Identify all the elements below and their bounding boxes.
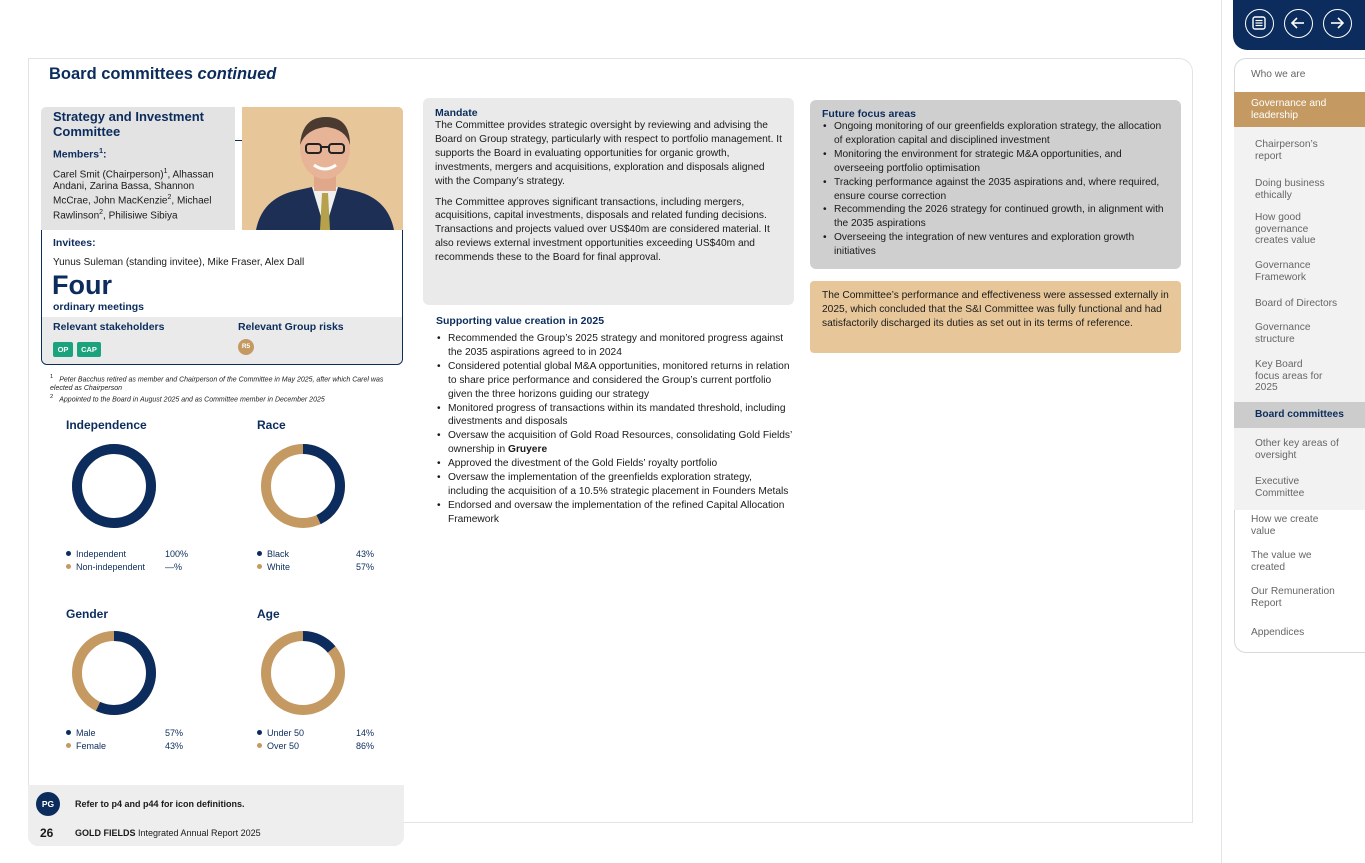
donut-race xyxy=(259,442,347,530)
invitees-list: Yunus Suleman (standing invitee), Mike Fraser, Alex Dall xyxy=(53,257,305,268)
focus-title: Future focus areas xyxy=(822,108,916,120)
list-item: • Ongoing monitoring of our greenfields exploration strategy, the allocation of exploration capital and disciplined investment xyxy=(822,120,1169,148)
list-icon[interactable] xyxy=(1245,9,1274,38)
nav-item-remuneration-report[interactable]: Our Remuneration Report xyxy=(1251,586,1335,609)
donut-segment-independent xyxy=(77,449,151,523)
assessment-panel: The Committee’s performance and effectiveness were assessed externally in 2025, which concluded that the S&I Committee was fully functional and had satisfactorily discharged its duties as set out in its terms of reference. xyxy=(810,281,1181,353)
legend-dot xyxy=(66,743,71,748)
legend-race: Black 43% White 57% xyxy=(257,548,387,574)
nav-item-board-committees[interactable]: Board committees xyxy=(1255,409,1344,420)
nav-item-good-governance[interactable]: How good governance creates value xyxy=(1255,212,1316,246)
legend-dot xyxy=(257,743,262,748)
sidebar-toolbar xyxy=(1233,0,1365,50)
legend-dot xyxy=(257,564,262,569)
focus-list xyxy=(822,120,1169,259)
page-title: Board committees continued xyxy=(49,65,277,83)
stakeholders-label: Relevant stakeholders xyxy=(53,321,165,333)
future-focus-panel xyxy=(810,100,1181,269)
donut-title-age: Age xyxy=(257,607,280,621)
legend-independence: Independent 100% Non-independent —% xyxy=(66,548,196,574)
nav-item-governance[interactable]: Governance and leadership xyxy=(1251,98,1327,121)
donut-age xyxy=(259,629,347,717)
nav-item-board-of-directors[interactable]: Board of Directors xyxy=(1255,298,1338,309)
arrow-left-icon[interactable] xyxy=(1284,9,1313,38)
nav-item-other-key-areas[interactable]: Other key areas of oversight xyxy=(1255,438,1339,461)
legend-gender: Male 57% Female 43% xyxy=(66,727,196,753)
stakeholder-badge-cap: CAP xyxy=(77,342,101,357)
nav-item-appendices[interactable]: Appendices xyxy=(1251,627,1305,638)
footnote-1: $^1$ Peter Bacchus retired as member and Chairperson of the Committee in May 2025, after which Carel was elected as Chairperson xyxy=(50,374,384,392)
donut-title-independence: Independence xyxy=(66,418,147,432)
icon-note-text: Refer to p4 and p44 for icon definitions. xyxy=(75,799,245,809)
arrow-right-icon[interactable] xyxy=(1323,9,1352,38)
list-item: • Recommended the Group’s 2025 strategy and monitored progress against the 2035 aspirations agreed to in 2024 xyxy=(436,332,792,360)
list-item: • Overseeing the integration of new ventures and exploration growth initiatives xyxy=(822,231,1169,259)
risks-label: Relevant Group risks xyxy=(238,321,344,333)
legend-dot xyxy=(66,730,71,735)
list-item: • Oversaw the acquisition of Gold Road Resources, consolidating Gold Fields’ ownership in Gruyere xyxy=(436,429,792,457)
list-item: • Oversaw the implementation of the greenfields exploration strategy, including the acquisition of a 10.5% strategic placement in Founders Metals xyxy=(436,471,792,499)
supporting-list xyxy=(436,332,792,527)
members-label: Members$^1$: xyxy=(53,148,107,161)
list-item: • Approved the divestment of the Gold Fields’ royalty portfolio xyxy=(436,457,792,471)
chairperson-photo xyxy=(242,107,403,230)
list-item: • Endorsed and oversaw the implementation of the refined Capital Allocation Framework xyxy=(436,499,792,527)
risk-badge-r5: R5 xyxy=(238,339,254,355)
supporting-title: Supporting value creation in 2025 xyxy=(436,315,605,327)
legend-dot xyxy=(257,551,262,556)
meetings-label: ordinary meetings xyxy=(53,301,145,313)
list-item: • Monitoring the environment for strategic M&A opportunities, and overseeing portfolio optimisation xyxy=(822,148,1169,176)
nav-item-key-board-focus[interactable]: Key Board focus areas for 2025 xyxy=(1255,359,1323,393)
invitees-label: Invitees: xyxy=(53,237,96,249)
list-item: • Monitored progress of transactions within its mandated threshold, including divestments and disposals xyxy=(436,402,792,430)
mandate-title: Mandate xyxy=(435,107,478,119)
sidebar-divider xyxy=(1221,0,1222,863)
report-brand: GOLD FIELDS Integrated Annual Report 2025 xyxy=(75,828,261,838)
pg-badge: PG xyxy=(36,792,60,816)
list-item: • Considered potential global M&A opportunities, monitored returns in relation to share price performance and considered the Group’s current portfolio given the three horizons guiding our strategy xyxy=(436,360,792,402)
mandate-paragraph-2: The Committee approves significant transactions, including mergers, acquisitions, capital investments, disposals and related funding decisions. Transactions and projects valued over US$40m are considered material. It also reviews external investment opportunities exceeding US$40m and recommends these to the Board for final approval. xyxy=(435,196,770,264)
list-item: • Tracking performance against the 2035 aspirations and, where required, ensure course correction xyxy=(822,176,1169,204)
donut-gender xyxy=(70,629,158,717)
nav-item-who-we-are[interactable]: Who we are xyxy=(1251,69,1306,80)
members-list: Carel Smit (Chairperson)$^1$, Alhassan Andani, Zarina Bassa, Shannon McCrae, John MacKenzie$^2$, Michael Rawlinson$^2$, Philisiwe Sibiya xyxy=(53,168,214,222)
committee-title: Strategy and Investment Committee xyxy=(53,109,204,139)
legend-dot xyxy=(66,564,71,569)
nav-item-governance-structure[interactable]: Governance structure xyxy=(1255,322,1311,345)
donut-title-gender: Gender xyxy=(66,607,109,621)
nav-item-executive-committee[interactable]: Executive Committee xyxy=(1255,476,1305,499)
mandate-panel xyxy=(423,98,794,305)
nav-item-governance-framework[interactable]: Governance Framework xyxy=(1255,260,1311,283)
list-item: • Recommending the 2026 strategy for continued growth, in alignment with the 2035 aspirations xyxy=(822,203,1169,231)
nav-item-value-we-created[interactable]: The value we created xyxy=(1251,550,1312,573)
nav-item-how-we-create-value[interactable]: How we create value xyxy=(1251,514,1319,537)
donut-independence xyxy=(70,442,158,530)
nav-item-doing-business-ethically[interactable]: Doing business ethically xyxy=(1255,178,1325,201)
stakeholder-badge-op: OP xyxy=(53,342,73,357)
legend-age: Under 50 14% Over 50 86% xyxy=(257,727,387,753)
footnote-2: $^2$ Appointed to the Board in August 2025 and as Committee member in December 2025 xyxy=(50,394,325,404)
meetings-count: Four xyxy=(52,270,112,300)
legend-dot xyxy=(257,730,262,735)
page-number: 26 xyxy=(40,826,54,840)
mandate-paragraph-1: The Committee provides strategic oversight by reviewing and advising the Board on Group strategy, particularly with respect to portfolio management. It supports the Board in evaluating opportunities for organic growth, investments, mergers and acquisitions, exploration and disposals aligned with the Company’s strategy. xyxy=(435,120,782,187)
legend-dot xyxy=(66,551,71,556)
nav-item-chairperson-report[interactable]: Chairperson’s report xyxy=(1255,139,1318,162)
donut-title-race: Race xyxy=(257,418,286,432)
